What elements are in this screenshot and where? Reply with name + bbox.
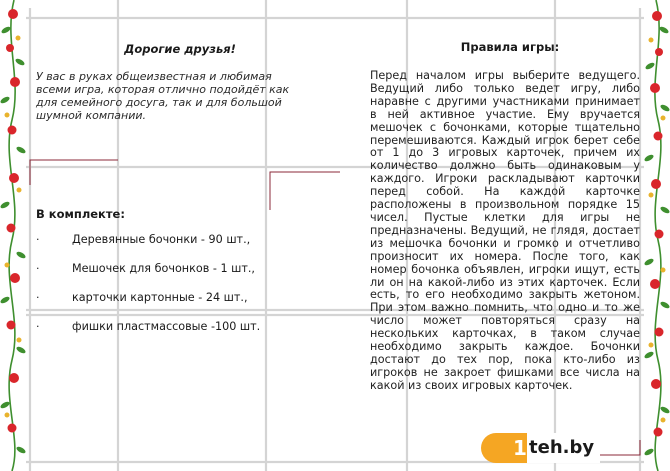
kit-item-label: Мешочек для бочонков - 1 шт.,: [72, 262, 255, 275]
kit-list-item: [36, 233, 286, 262]
watermark-digit: 1: [513, 436, 527, 460]
watermark-mark: [481, 433, 527, 463]
kit-list-item: [36, 262, 286, 291]
kit-item-label: Деревянные бочонки - 90 шт.,: [72, 233, 251, 246]
floral-border-right: [644, 0, 670, 471]
kit-list-item: [36, 320, 286, 349]
greeting-title: Дорогие друзья!: [124, 42, 236, 56]
watermark-logo: [481, 433, 600, 463]
kit-item-label: карточки картонные - 24 шт.,: [72, 291, 248, 304]
bullet-dot: ·: [36, 262, 40, 275]
watermark-text: teh.by: [527, 433, 600, 463]
rules-title: Правила игры:: [460, 40, 560, 54]
kit-title: В комплекте:: [36, 207, 125, 221]
floral-border-left: [0, 0, 26, 471]
bullet-dot: ·: [36, 291, 40, 304]
kit-list-item: [36, 291, 286, 320]
kit-item-label: фишки пластмассовые -100 шт.: [72, 320, 261, 333]
greeting-text: У вас в руках общеизвестная и любимая всеми игра, которая отлично подойдёт как для семейного досуга, так и для большой шумной компании.: [36, 70, 290, 122]
bullet-dot: ·: [36, 320, 40, 333]
rules-text: Перед началом игры выберите ведущего. Ведущий либо только ведет игру, либо наравне с другими участниками принимает в ней активное участие. Ему вручается мешочек с бочонками, которые тщательно перемешиваются. Каждый игрок берет себе от 1 до 3 игровых карточек, причем их количество должно быть одинаковым у каждого. Игроки раскладывают карточки перед собой. На каждой карточке расположены в произвольном порядке 15 чисел. Пустые клетки для игры не предназначены. Ведущий, не глядя, достает из мешочка бочонки и громко и отчетливо произносит их номера. После того, как номер бочонка объявлен, игроки ищут, есть ли он на какой-либо из этих карточек. Если есть, то его необходимо закрыть жетоном. При этом важно помнить, что одно и то же число может повторяться сразу на нескольких карточках, в таком случае необходимо закрыть каждое. Бочонки достают до тех пор, пока кто-либо из игроков не закроет фишками все числа на какой из своих игровых карточек.: [370, 69, 640, 392]
bullet-dot: ·: [36, 233, 40, 246]
kit-list: [36, 233, 286, 349]
